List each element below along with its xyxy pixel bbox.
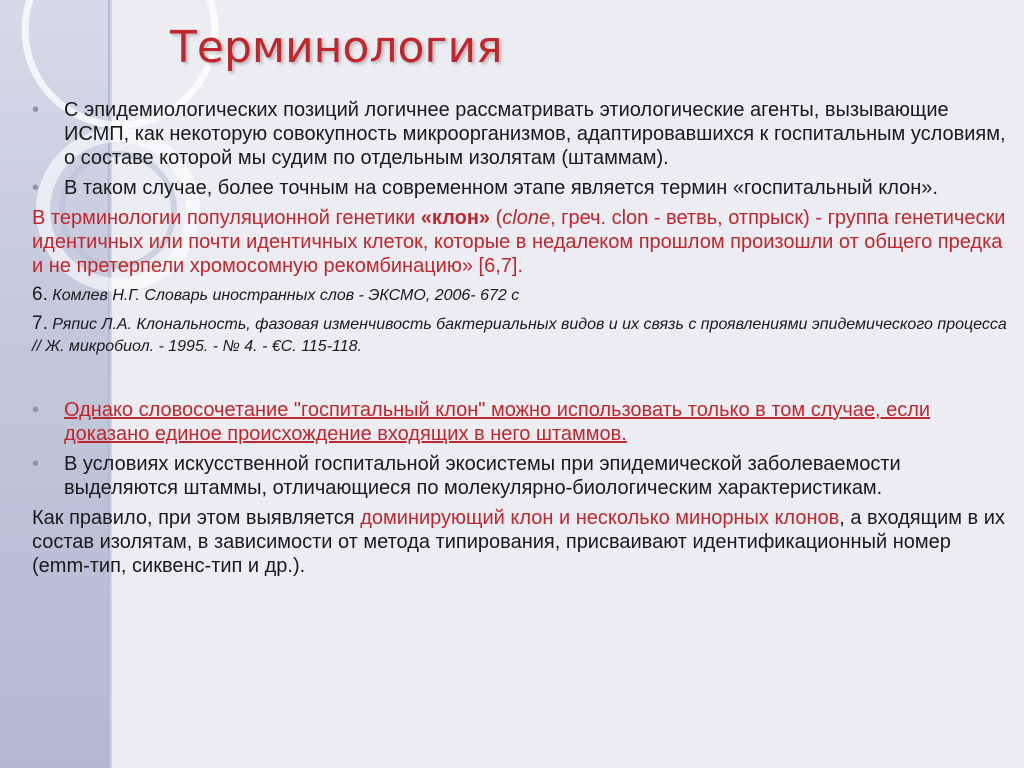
bullet-dot-icon: • [32,399,40,421]
bullet-text: С эпидемиологических позиций логичнее рассматривать этиологические агенты, вызывающие ИСМП, как некоторую совокупность микроорганизмов, адаптировавшихся к госпитальным условиям, о составе которой мы судим по отдельным изолятам (штаммам). [64,99,1006,169]
definition-text-1: В терминологии популяционной генетики [32,207,421,229]
definition-term: «клон» [420,207,491,229]
reference-6-number: 6. [32,284,48,305]
reference-6-text: Комлев Н.Г. Словарь иностранных слов - ЭКСМО, 2006- 672 с [47,287,520,304]
reference-7 [32,313,1007,358]
bullet-dot-icon: • [32,99,40,121]
reference-6 [32,284,1007,307]
closing-paragraph [32,506,1007,578]
bullet-text: Однако словосочетание "госпитальный клон" можно использовать только в том случае, если доказано единое происхождение входящих в него штаммов. [64,399,931,445]
definition-paragraph [32,206,1007,278]
closing-highlight: доминирующий клон и несколько минорных клонов [360,507,840,529]
slide-title: Терминология [170,22,503,73]
bullet-dot-icon: • [32,453,40,475]
bullet-item-ecosystem [32,452,1007,500]
definition-text-3: , греч. clon - ветвь, отпрыск) - группа генетически идентичных или почти идентичных клеток, которые в недалеком прошлом произошли от общего предка и не претерпели хромосомную рекомбинацию» [6,7]. [32,207,1006,277]
bullet-dot-icon: • [32,177,40,199]
reference-7-text: Ряпис Л.А. Клональность, фазовая изменчивость бактериальных видов и их связь с проявлениями эпидемического процесса // Ж. микробиол. - 1995. - № 4. - €С. 115-118. [32,316,1007,355]
closing-text-2: , а входящим в их состав изолятам, в зависимости от метода типирования, присваивают идентификационный номер (emm-тип, сиквенс-тип и др.). [32,507,1005,577]
definition-text-2: ( [490,207,503,229]
bullet-text: В условиях искусственной госпитальной экосистемы при эпидемической заболеваемости выделяются штаммы, отличающиеся по молекулярно-биологическим характеристикам. [64,453,901,499]
bullet-item-clone-usage [32,398,1007,446]
reference-7-number: 7. [32,313,48,334]
bullet-text: В таком случае, более точным на современном этапе является термин «госпитальный клон». [64,177,938,199]
definition-latin: clone [502,207,551,229]
closing-text-1: Как правило, при этом выявляется [32,507,361,529]
bullet-item-hospital-clone [32,176,1007,200]
bullet-item-etiology [32,98,1007,170]
slide-content [32,98,1007,584]
